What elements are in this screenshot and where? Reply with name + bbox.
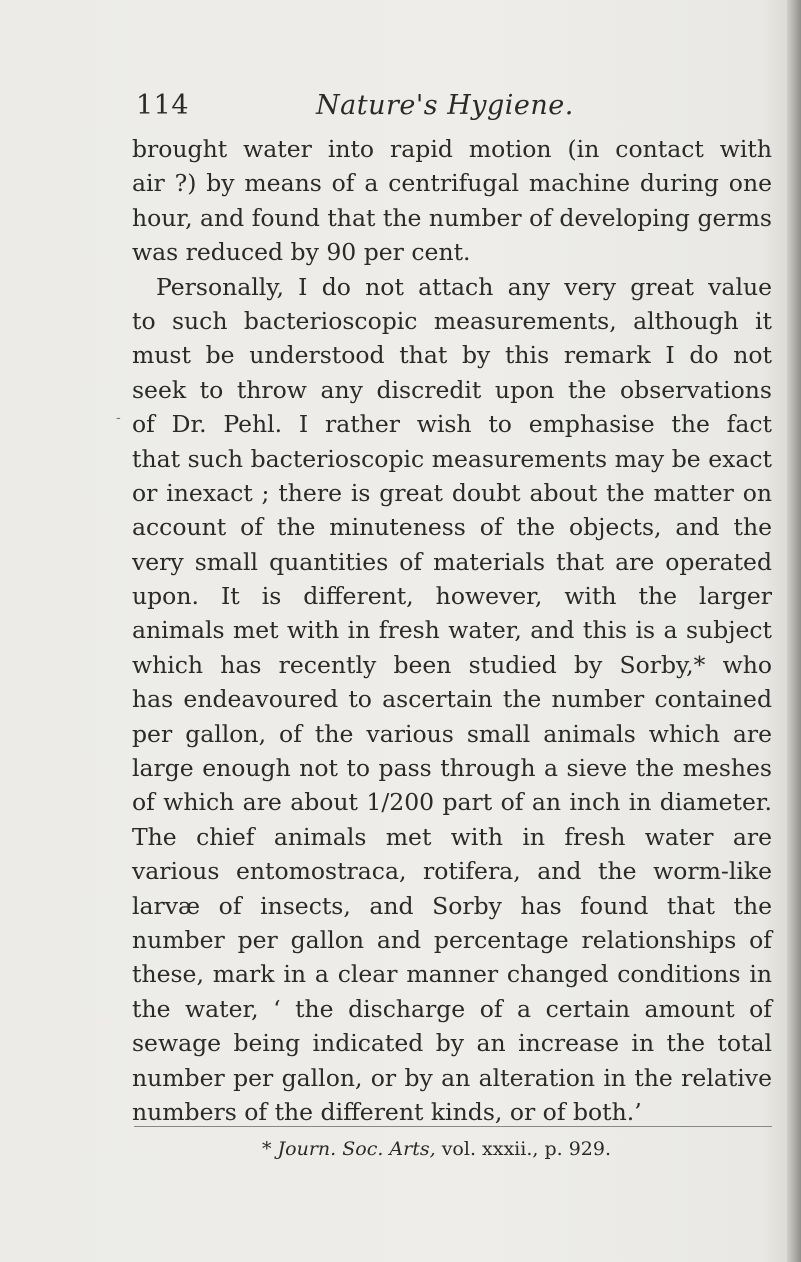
text-line: numbers of the different kinds, or of both.’ [132, 1097, 642, 1126]
text-line: larvæ of insects, and Sorby has found that the [132, 891, 772, 920]
text-line: account of the minuteness of the objects, and the [132, 513, 772, 542]
footnote-marker: * [262, 1138, 272, 1160]
text-line: Personally, I do not attach any very great value [156, 272, 772, 301]
text-line: to such bacterioscopic measurements, although it [132, 306, 772, 335]
text-line: which has recently been studied by Sorby,* who [132, 650, 772, 679]
page-header [128, 90, 768, 130]
text-line: or inexact ; there is great doubt about the matter on [132, 478, 772, 507]
text-line: of which are about 1/200 part of an inch in diameter. [132, 788, 772, 817]
page-number: 114 [136, 90, 190, 121]
text-line: seek to throw any discredit upon the observations [132, 375, 772, 404]
text-line: brought water into rapid motion (in contact with [132, 135, 772, 163]
text-line: these, mark in a clear manner changed conditions in [132, 960, 772, 989]
text-line: must be understood that by this remark I do not [132, 341, 772, 370]
text-line: per gallon, of the various small animals which are [132, 719, 772, 748]
text-line: large enough not to pass through a sieve the meshes [132, 754, 772, 783]
text-line: hour, and found that the number of developing germs [132, 203, 772, 232]
text-line: was reduced by 90 per cent. [132, 238, 471, 267]
text-line: that such bacterioscopic measurements may be exact [132, 444, 772, 473]
footnote-reference: vol. xxxii., p. 929. [441, 1138, 611, 1160]
text-line: The chief animals met with in fresh water are [132, 822, 772, 851]
text-line: has endeavoured to ascertain the number contained [132, 685, 772, 714]
text-line: upon. It is different, however, with the larger [132, 582, 772, 611]
text-line: very small quantities of materials that are operated [132, 547, 772, 576]
text-line: of Dr. Pehl. I rather wish to emphasise the fact [132, 410, 772, 439]
page-gutter-shadow [787, 0, 801, 1262]
text-line: the water, ‘ the discharge of a certain amount of [132, 994, 772, 1023]
text-line: various entomostraca, rotifera, and the worm-like [132, 857, 772, 886]
footnote [262, 1138, 611, 1160]
margin-mark: - [116, 410, 121, 426]
footnote-journal: Journ. Soc. Arts, [277, 1138, 436, 1160]
text-line: air ?) by means of a centrifugal machine during one [132, 169, 772, 198]
running-head: Nature's Hygiene. [316, 90, 574, 121]
text-line: number per gallon, or by an alteration in the relative [132, 1063, 772, 1092]
text-line: sewage being indicated by an increase in the total [132, 1029, 772, 1058]
footnote-rule [134, 1126, 772, 1127]
text-line: animals met with in fresh water, and this is a subject [132, 616, 772, 645]
text-line: number per gallon and percentage relationships of [132, 925, 772, 954]
body-text [132, 132, 772, 1129]
